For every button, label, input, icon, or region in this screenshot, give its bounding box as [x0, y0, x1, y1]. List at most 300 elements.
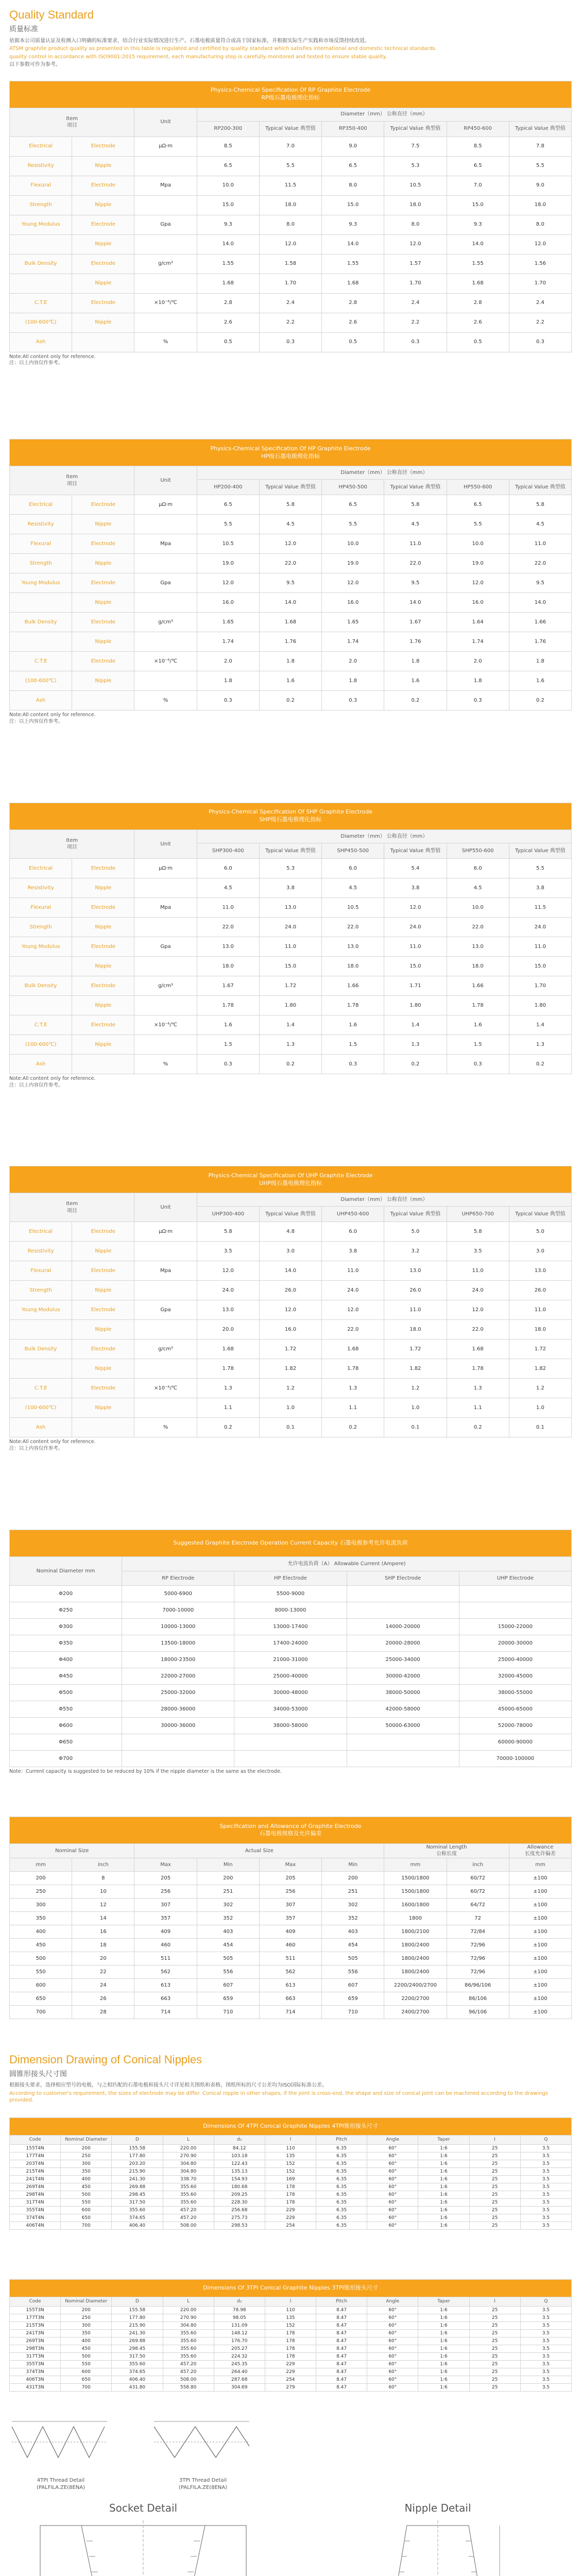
cell-value: 177T3N [10, 2314, 61, 2321]
cell-value: 0.2 [509, 1054, 571, 1074]
table-row [10, 156, 572, 176]
cell-value: 177T4N [10, 2152, 61, 2160]
cell-value: 1500/1800 [384, 1885, 447, 1898]
row-part: Nipple [72, 195, 134, 215]
rp-note-en: Note:All content only for reference. [9, 353, 96, 360]
cell-value: 3.5 [520, 2321, 571, 2329]
cell-value: 25 [469, 2306, 520, 2314]
n3-col-header: Q [520, 2297, 571, 2306]
cell-value: 304.80 [163, 2167, 214, 2175]
cell-value: 1.6 [509, 671, 571, 691]
cell-value: 400 [10, 1925, 72, 1938]
row-unit [134, 671, 197, 691]
cell-value: 60° [367, 2314, 418, 2321]
cell-value: 1.66 [447, 976, 509, 995]
cell-value: 155T3N [10, 2306, 61, 2314]
row-name: Electrical [10, 858, 72, 878]
table-row [10, 1281, 572, 1300]
shp-note-cn: 注：以上内容仅作参考。 [9, 1082, 63, 1088]
cell-value: 2.6 [197, 313, 259, 332]
cell-value: 1.5 [322, 1035, 384, 1054]
cell-value: 28 [72, 2005, 134, 2019]
cell-value: 3.5 [520, 2183, 571, 2191]
table-row [10, 2321, 572, 2329]
row-name: Electrical [10, 1222, 72, 1242]
row-unit [134, 1035, 197, 1054]
row-name: Resistivity [10, 1242, 72, 1261]
cell-value: 0.1 [259, 1418, 321, 1437]
cell-value: 245.35 [214, 2360, 265, 2368]
table-row [10, 593, 572, 613]
cell-value: 1.72 [259, 976, 321, 995]
uhp-col-header: Typical Value 典型值 [509, 1207, 571, 1222]
cell-value: 1.6 [259, 671, 321, 691]
rp-caption-cn: RP级石墨电极理化指标 [261, 94, 320, 101]
cell-value: 155T4N [10, 2144, 61, 2152]
cell-value: 15000-22000 [459, 1619, 571, 1635]
cell-value: 9.0 [509, 176, 571, 195]
cell-value: 12.0 [447, 1300, 509, 1320]
thread-3tpi-caption [151, 2477, 254, 2491]
cell-value: 287.68 [214, 2376, 265, 2383]
table-row [10, 2167, 572, 2175]
row-name: C.T.E [10, 1015, 72, 1035]
cell-value: 1.8 [447, 671, 509, 691]
row-part: Electrode [72, 1340, 134, 1359]
shp-diameter-header: Diameter（mm） 公称直径（mm） [197, 829, 571, 843]
row-name: Flexural [10, 534, 72, 554]
cell-value: 254 [265, 2222, 316, 2229]
cell-value: 3.5 [520, 2214, 571, 2222]
cell-value: 11.0 [384, 534, 447, 554]
cell-value: 11.0 [447, 1261, 509, 1281]
uhp-caption-en: Physics-Chemical Specification Of UHP Graphite Electrode [208, 1172, 373, 1179]
row-name: Bulk Density [10, 1340, 72, 1359]
cell-value: 3.5 [520, 2191, 571, 2198]
cell-value: 12.0 [322, 1300, 384, 1320]
cell-value: 6.5 [322, 495, 384, 515]
cell-value: 34000-53000 [234, 1701, 347, 1718]
cell-value [347, 1602, 459, 1619]
shp-item-cn: 项目 [66, 844, 77, 851]
hp-col-header: Typical Value 典型值 [509, 480, 571, 495]
cell-value: 24.0 [509, 917, 571, 937]
uhp-table [9, 1166, 572, 1437]
row-name: Flexural [10, 1261, 72, 1281]
cell-value: 1800/2400 [384, 1965, 447, 1978]
cell-value: 3.5 [520, 2167, 571, 2175]
n3-col-header: Angle [367, 2297, 418, 2306]
row-part: Electrode [72, 137, 134, 156]
row-part: Electrode [72, 613, 134, 632]
cell-value: 1.65 [197, 613, 259, 632]
cell-value: 26.0 [384, 1281, 447, 1300]
cell-value: 110 [265, 2306, 316, 2314]
table-row [10, 878, 572, 897]
row-part: Nipple [72, 156, 134, 176]
cell-value: 72/96 [447, 1938, 509, 1952]
shp-caption-en: Physics-Chemical Specification Of SHP Graphite Electrode [209, 808, 372, 816]
cell-value: 256 [259, 1885, 321, 1898]
cell-value: 6.35 [316, 2198, 367, 2206]
uhp-header-row [10, 1193, 572, 1207]
table-row [10, 293, 572, 313]
row-name: Electrical [10, 137, 72, 156]
row-part [72, 332, 134, 352]
row-name: Strength [10, 917, 72, 937]
row-part: Electrode [72, 1222, 134, 1242]
cell-value: 450 [10, 1938, 72, 1952]
cell-value: 96/106 [447, 2005, 509, 2019]
cell-value: Φ300 [10, 1619, 122, 1635]
uhp-col-header: UHP450-600 [322, 1207, 384, 1222]
cell-value: 1.78 [197, 995, 259, 1015]
cell-value: 1:6 [418, 2314, 469, 2321]
cell-value: 1:6 [418, 2306, 469, 2314]
row-name: Flexural [10, 176, 72, 195]
cell-value: 357 [134, 1911, 197, 1925]
cell-value: 25 [469, 2329, 520, 2337]
size-sub-header: Max [259, 1858, 321, 1871]
table-row [10, 2152, 572, 2160]
cell-value: 10.5 [384, 176, 447, 195]
cell-value: 300 [61, 2321, 112, 2329]
cell-value: 256.68 [214, 2206, 265, 2214]
table-row [10, 234, 572, 254]
row-part: Electrode [72, 534, 134, 554]
cell-value: 550 [10, 1965, 72, 1978]
current-h1b: mm [85, 1568, 95, 1574]
cell-value: 11.0 [384, 937, 447, 956]
table-row [10, 1242, 572, 1261]
cell-value: 317T3N [10, 2352, 61, 2360]
cell-value: 1800/2400 [384, 1952, 447, 1965]
cell-value: 24.0 [322, 1281, 384, 1300]
cell-value: 200 [322, 1871, 384, 1885]
cell-value: 3.5 [520, 2152, 571, 2160]
cell-value: 500 [10, 1952, 72, 1965]
cell-value: 6.35 [316, 2152, 367, 2160]
cell-value: 14000-20000 [347, 1619, 459, 1635]
cell-value: 25000-40000 [459, 1652, 571, 1668]
n3-table [9, 2279, 572, 2392]
size-allowance-table [9, 1817, 572, 2019]
cell-value: 18.0 [197, 956, 259, 976]
uhp-item-cn: 项目 [66, 1208, 77, 1214]
cell-value: 19.0 [197, 554, 259, 573]
cell-value: 13.0 [259, 897, 321, 917]
cell-value: 558.80 [163, 2383, 214, 2391]
cell-value: 15.0 [447, 195, 509, 215]
cell-value: 269.88 [112, 2337, 163, 2345]
n4-col-header: d₂ [214, 2135, 265, 2144]
cell-value: 177.80 [112, 2152, 163, 2160]
cell-value: 60° [367, 2167, 418, 2175]
table-row [10, 534, 572, 554]
cell-value: 11.0 [322, 1261, 384, 1281]
n3-caption-row [10, 2279, 572, 2297]
cell-value: 1.4 [509, 1015, 571, 1035]
socket-detail [9, 2501, 277, 2576]
cell-value: 1.64 [447, 613, 509, 632]
rp-diameter-header: Diameter（mm） 公称直径（mm） [197, 108, 571, 121]
cell-value [122, 1751, 234, 1767]
cell-value: 304.69 [214, 2383, 265, 2391]
cell-value: 254 [265, 2376, 316, 2383]
cell-value: 78.98 [214, 2306, 265, 2314]
row-name: C.T.E [10, 1379, 72, 1398]
cell-value: 1.4 [384, 1015, 447, 1035]
cell-value: 270.90 [163, 2314, 214, 2321]
cell-value: 209.25 [214, 2191, 265, 2198]
shp-col-header: Typical Value 典型值 [509, 843, 571, 858]
cell-value: Φ700 [10, 1751, 122, 1767]
cell-value: 60° [367, 2175, 418, 2183]
cell-value: 8.47 [316, 2352, 367, 2360]
row-part: Electrode [72, 1261, 134, 1281]
row-name: Electrical [10, 495, 72, 515]
cell-value: 600 [61, 2368, 112, 2376]
cell-value: 9.0 [322, 137, 384, 156]
cell-value: 613 [134, 1978, 197, 1992]
cell-value: 355.60 [163, 2191, 214, 2198]
cell-value: 0.3 [322, 691, 384, 710]
cell-value: 8.47 [316, 2337, 367, 2345]
table-row [10, 1952, 572, 1965]
cell-value: 60° [367, 2144, 418, 2152]
cell-value: 508.00 [163, 2376, 214, 2383]
table-row [10, 858, 572, 878]
row-name: Strength [10, 554, 72, 573]
cell-value: 374.65 [112, 2368, 163, 2376]
cell-value: 1.70 [509, 274, 571, 293]
cell-value: 178 [265, 2345, 316, 2352]
cell-value: 269T3N [10, 2337, 61, 2345]
cell-value: 562 [134, 1965, 197, 1978]
cell-value: 1.67 [197, 976, 259, 995]
row-name [10, 274, 72, 293]
cell-value: 600 [61, 2206, 112, 2214]
cell-value: 607 [197, 1978, 259, 1992]
hp-caption-en: Physics-Chemical Specification Of HP Graphite Electrode [210, 445, 371, 452]
cell-value: ±100 [509, 1965, 571, 1978]
row-part: Nipple [72, 917, 134, 937]
cell-value: ±100 [509, 1992, 571, 2005]
cell-value: 1.2 [509, 1379, 571, 1398]
table-row [10, 515, 572, 534]
shp-header-row [10, 829, 572, 843]
row-unit [134, 313, 197, 332]
row-name: Flexural [10, 897, 72, 917]
cell-value: 22 [72, 1965, 134, 1978]
table-row [10, 137, 572, 156]
hp-item-header [10, 466, 134, 495]
cell-value: 6.35 [316, 2167, 367, 2175]
cell-value: 302 [322, 1898, 384, 1911]
cell-value: 38000-50000 [347, 1685, 459, 1701]
cell-value: 251 [322, 1885, 384, 1898]
dimension-title: Dimension Drawing of Conical Nipples [9, 2053, 202, 2066]
cell-value: 241.30 [112, 2329, 163, 2337]
cell-value: 24.0 [197, 1281, 259, 1300]
rp-caption [10, 81, 572, 108]
uhp-caption [10, 1166, 572, 1193]
cell-value: 406T4N [10, 2222, 61, 2229]
cell-value: 317T4N [10, 2198, 61, 2206]
cell-value: 1.8 [259, 652, 321, 671]
table-row [10, 1398, 572, 1418]
cell-value: 12.0 [384, 234, 447, 254]
cell-value: ±100 [509, 1978, 571, 1992]
cell-value: 0.3 [447, 691, 509, 710]
cell-value: 1.2 [259, 1379, 321, 1398]
cell-value: 25 [469, 2321, 520, 2329]
cell-value: 2.4 [509, 293, 571, 313]
cell-value: 5.8 [384, 495, 447, 515]
row-part: Nipple [72, 671, 134, 691]
cell-value: 1:6 [418, 2368, 469, 2376]
cell-value: 42000-58000 [347, 1701, 459, 1718]
cell-value: 1:6 [418, 2191, 469, 2198]
row-name [10, 995, 72, 1015]
cell-value: 12.0 [322, 573, 384, 593]
cell-value: 6.0 [447, 858, 509, 878]
table-row [10, 176, 572, 195]
cell-value: 13.0 [197, 1300, 259, 1320]
cell-value: 7.5 [384, 137, 447, 156]
row-name: Resistivity [10, 878, 72, 897]
shp-table [9, 803, 572, 1074]
table-row [10, 1701, 572, 1718]
row-unit [134, 554, 197, 573]
n3-col-header: Nominal Diameter [61, 2297, 112, 2306]
cell-value: 6.35 [316, 2214, 367, 2222]
row-name: Bulk Density [10, 254, 72, 274]
shp-caption-cn: SHP级石墨电极理化指标 [259, 816, 322, 823]
cell-value: Φ200 [10, 1586, 122, 1602]
cell-value: 1.68 [259, 613, 321, 632]
current-h-rp: RP Electrode [122, 1571, 234, 1586]
row-part: Electrode [72, 293, 134, 313]
size-h-allow-en: Allowance [527, 1844, 554, 1850]
cell-value: 0.1 [384, 1418, 447, 1437]
cell-value: 15.0 [509, 956, 571, 976]
row-part: Nipple [72, 956, 134, 976]
cell-value: 14.0 [259, 1261, 321, 1281]
shp-note [9, 1076, 572, 1089]
cell-value: 24.0 [259, 917, 321, 937]
cell-value: 1.68 [197, 274, 259, 293]
row-name: Resistivity [10, 156, 72, 176]
n4-header-row [10, 2135, 572, 2144]
cell-value: 8.47 [316, 2321, 367, 2329]
cell-value: 0.3 [197, 1054, 259, 1074]
size-sub-header: inch [72, 1858, 134, 1871]
row-unit: % [134, 1054, 197, 1074]
cell-value: 3.5 [520, 2144, 571, 2152]
table-row [10, 2306, 572, 2314]
cell-value: 180.68 [214, 2183, 265, 2191]
table-row [10, 897, 572, 917]
cell-value: 279 [265, 2383, 316, 2391]
shp-col-header: SHP550-600 [447, 843, 509, 858]
row-name: (100-600℃) [10, 1398, 72, 1418]
row-part: Electrode [72, 215, 134, 234]
table-row [10, 573, 572, 593]
cell-value: 18.0 [509, 1320, 571, 1340]
row-part: Nipple [72, 313, 134, 332]
cell-value: 215T4N [10, 2167, 61, 2175]
row-name [10, 234, 72, 254]
cell-value: 5.5 [197, 515, 259, 534]
cell-value: 710 [322, 2005, 384, 2019]
cell-value: 60° [367, 2206, 418, 2214]
row-part: Nipple [72, 274, 134, 293]
cell-value: 9.5 [509, 573, 571, 593]
row-part: Electrode [72, 976, 134, 995]
cell-value: 1.5 [447, 1035, 509, 1054]
table-row [10, 332, 572, 352]
cell-value: 14.0 [322, 234, 384, 254]
row-part: Electrode [72, 176, 134, 195]
cell-value: 14.0 [197, 234, 259, 254]
row-unit [134, 1398, 197, 1418]
dimension-section [9, 2052, 572, 2104]
cell-value: 2.2 [259, 313, 321, 332]
cell-value: 298.45 [112, 2345, 163, 2352]
uhp-item: Item [66, 1201, 78, 1207]
nipple-detail-svg [304, 2520, 572, 2576]
cell-value: 251 [197, 1885, 259, 1898]
cell-value: 400 [61, 2175, 112, 2183]
row-part: Electrode [72, 1015, 134, 1035]
detail-drawings [9, 2501, 572, 2576]
cell-value: 1.72 [384, 1340, 447, 1359]
table-row [10, 1718, 572, 1734]
rp-col-header: RP200-300 [197, 121, 259, 137]
cell-value: 355.60 [163, 2329, 214, 2337]
cell-value: 3.8 [259, 878, 321, 897]
nipple-3tpi-table [9, 2279, 572, 2392]
row-unit [134, 1281, 197, 1300]
n4-col-header: Pitch [316, 2135, 367, 2144]
thread-3tpi-drawing [151, 2411, 254, 2492]
cell-value: 60° [367, 2329, 418, 2337]
row-unit [134, 234, 197, 254]
cell-value: 26 [72, 1992, 134, 2005]
row-part: Electrode [72, 858, 134, 878]
cell-value: 3.5 [520, 2368, 571, 2376]
cell-value: 22.0 [322, 917, 384, 937]
table-row [10, 1015, 572, 1035]
cell-value: 19.0 [447, 554, 509, 573]
cell-value: 3.5 [520, 2306, 571, 2314]
cell-value: 178 [265, 2198, 316, 2206]
cell-value: 607 [322, 1978, 384, 1992]
cell-value [234, 1734, 347, 1751]
cell-value: 1.76 [259, 632, 321, 652]
row-part: Nipple [72, 1242, 134, 1261]
cell-value: 32000-45000 [459, 1668, 571, 1685]
cell-value: 1:6 [418, 2345, 469, 2352]
cell-value: 135 [265, 2314, 316, 2321]
cell-value: Φ250 [10, 1602, 122, 1619]
cell-value: 60° [367, 2345, 418, 2352]
row-name: (100-600℃) [10, 1035, 72, 1054]
cell-value: 1.67 [384, 613, 447, 632]
row-unit [134, 995, 197, 1015]
cell-value: 317.50 [112, 2198, 163, 2206]
